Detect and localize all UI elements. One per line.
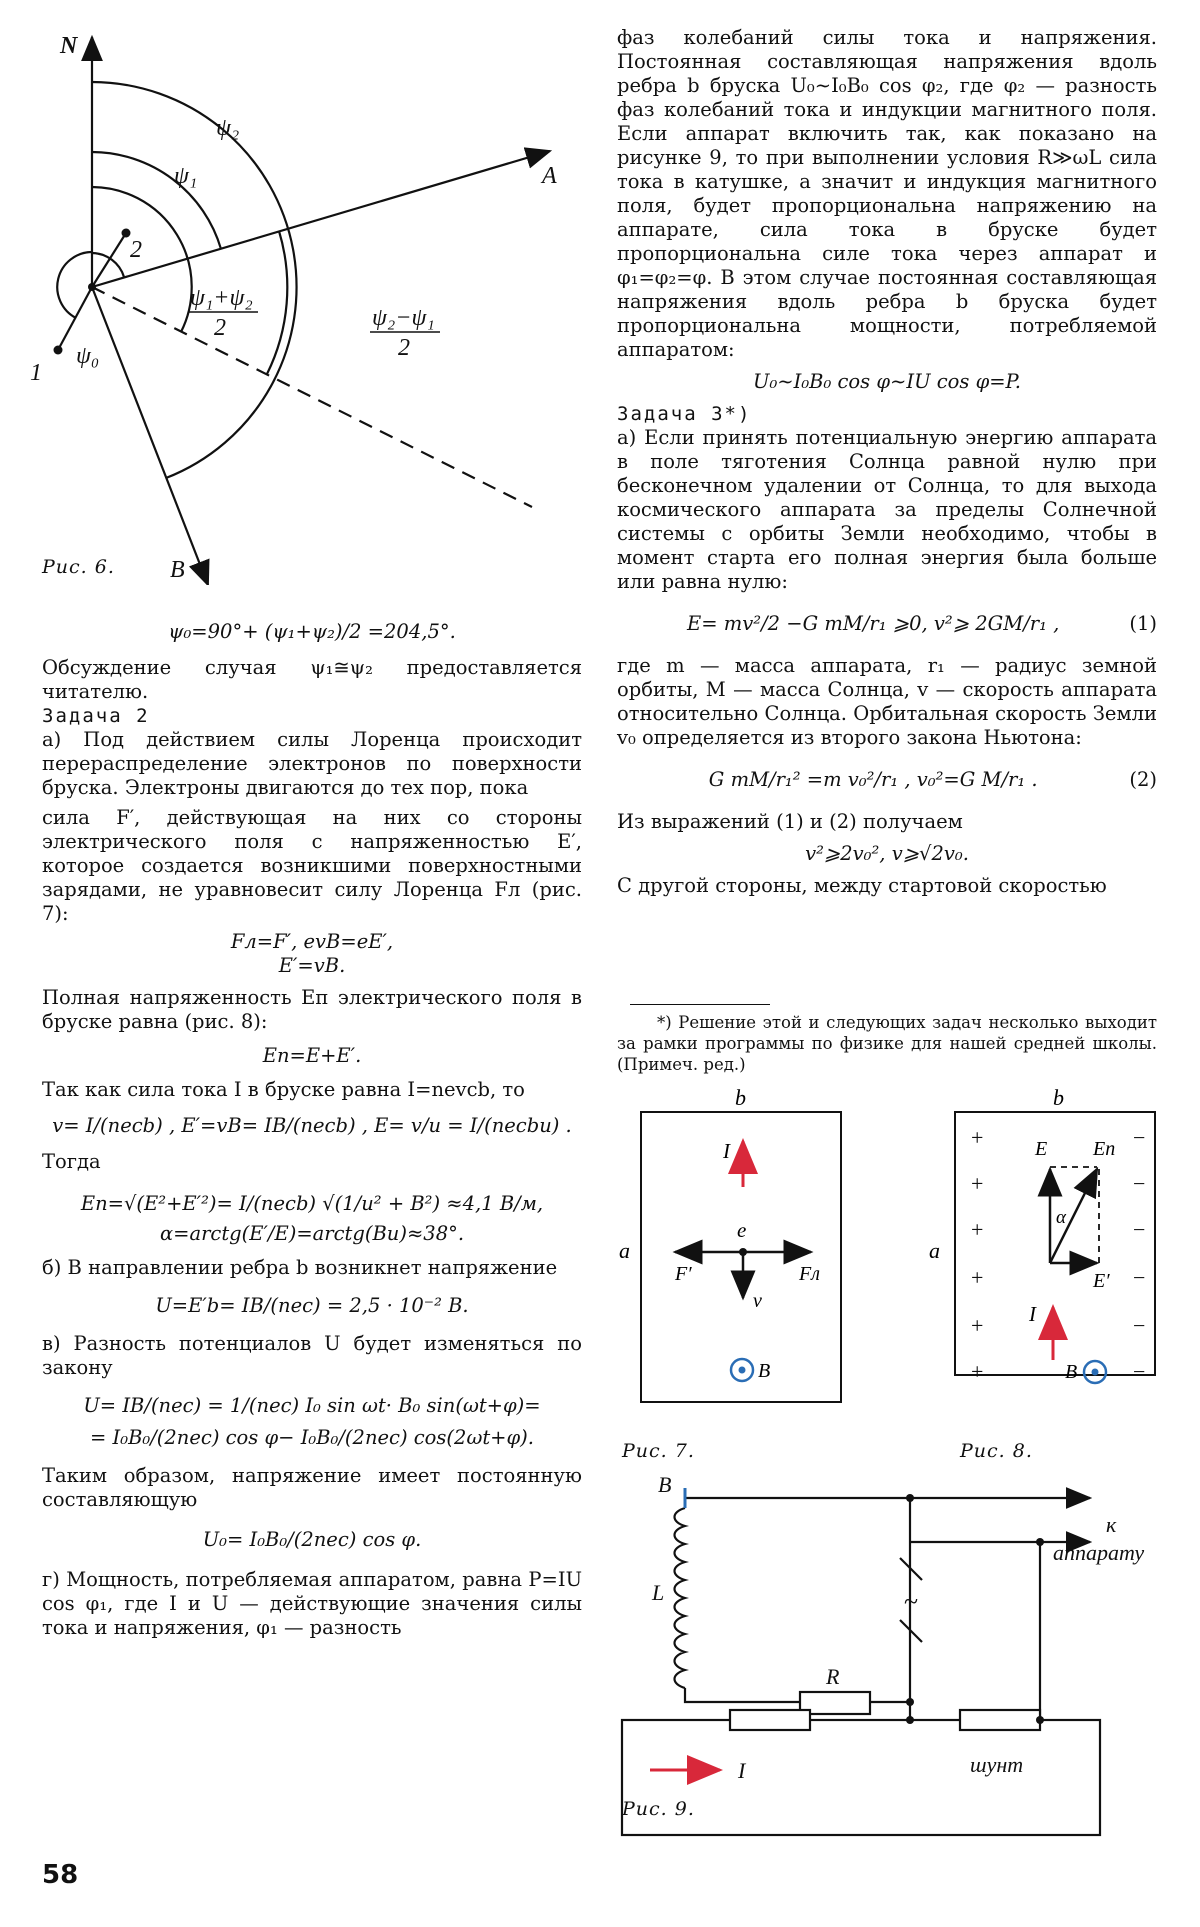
label-psi0: ψ₀ [76, 343, 100, 369]
minus-sign: − [1133, 1359, 1146, 1384]
fig8-label-e: E [1035, 1138, 1048, 1160]
plus-sign: + [971, 1359, 984, 1384]
task3-heading: Задача 3*) [617, 403, 752, 425]
fig7-label-f-l: Fл [799, 1263, 820, 1285]
fig7-label-i: I [723, 1139, 730, 1163]
eq-en: Eп=√(E²+E′²)= I/(necb) √(1/u² + B²) ≈4,1 В/м, [80, 1192, 544, 1215]
right-column [617, 26, 1157, 898]
eq1: E= mv²/2 −G mM/r₁ ⩾0, v²⩾ 2GM/r₁ , [687, 612, 1060, 635]
fig8-label-b: b [1053, 1085, 1064, 1110]
arc-psi2 [92, 82, 297, 478]
plus-sign: + [971, 1313, 984, 1338]
eq2-number: (2) [1129, 768, 1157, 791]
fig7-label-a: a [619, 1238, 630, 1263]
eq-law1: U= IB/(nec) = 1/(nec) I₀ sin ωt· B₀ sin(ωt+φ)= [83, 1394, 541, 1417]
arc-half-diff [267, 231, 287, 374]
label-psi1: ψ₁ [174, 163, 198, 189]
fig8-label-b-field: B [1065, 1361, 1078, 1383]
figure-7-caption: Рис. 7. [622, 1440, 695, 1462]
right-text2: а) Если принять потенциальную энергию аппарата в поле тяготения Солнца равной нулю при бесконечном удалении от Солнца, то для выхода космического аппарата за пределы Солнечной системы с орбиты Земли необходимо, чтобы в момент старта его полная энергия была больше или равна нулю: [617, 426, 1157, 593]
eq-total: Eп=E+E′. [262, 1044, 362, 1067]
bisector-dashed [92, 287, 532, 507]
fig9-label-to: к [1106, 1512, 1117, 1537]
plus-sign: + [971, 1171, 984, 1196]
task2-d-text: г) Мощность, потребляемая аппаратом, равна P=IU cos φ₁, где I и U — действующие значения силы тока и напряжения, φ₁ — разность [42, 1568, 582, 1639]
then-text: Тогда [42, 1150, 101, 1173]
task2-a-text2: сила F′, действующая на них со стороны электрического поля с напряженностью E′, которое создается возникшими поверхностными зарядами, не уравновесит силу Лоренца Fл (рис. 7): [42, 806, 582, 925]
fig7-label-b: b [735, 1085, 746, 1110]
eq-alpha: α=arctg(E′/E)=arctg(Bu)≈38°. [159, 1222, 465, 1245]
psi0-formula: ψ₀=90°+ (ψ₁+ψ₂)/2 =204,5°. [168, 620, 456, 643]
eq-law2: = I₀B₀/(2nec) cos φ− I₀B₀/(2nec) cos(2ωt+φ). [90, 1426, 534, 1449]
fig7-label-v: v [753, 1290, 762, 1312]
task2-c-text: в) Разность потенциалов U будет изменяться по закону [42, 1332, 582, 1379]
fig7-label-f-prime: F′ [675, 1263, 692, 1285]
page-number: 58 [42, 1860, 79, 1890]
arc-psi0 [57, 252, 92, 318]
minus-sign: − [1133, 1265, 1146, 1290]
minus-sign: − [1133, 1171, 1146, 1196]
fig9-label-apparatus: аппарату [1053, 1540, 1145, 1565]
minus-sign: − [1133, 1217, 1146, 1242]
task2-a-text3: Полная напряженность Eп электрического поля в бруске равна (рис. 8): [42, 986, 582, 1033]
discussion-text: Обсуждение случая ψ₁≅ψ₂ предоставляется читателю. [42, 656, 582, 703]
inductor-coil [675, 1508, 686, 1688]
right-text1: фаз колебаний силы тока и напряжения. Постоянная составляющая напряжения вдоль ребра b бруска U₀∼I₀B₀ cos φ₂, где φ₂ — разность фаз колебаний тока и индукции магнитного поля. Если аппарат включить так, как показано на рисунке 9, то при выполнении условия R≫ωL сила тока в катушке, а значит и индукция магнитного поля, будет пропорциональна напряжению на аппарате, сила тока в бруске будет пропорциональна силе тока через аппарат и φ₁=φ₂=φ. В этом случае постоянная составляющая напряжения вдоль ребра b бруска будет пропорциональна мощности, потребляемой аппаратом: [617, 26, 1157, 361]
label-half-diff: ψ₂−ψ₁ [372, 305, 435, 331]
arc-small [92, 253, 124, 277]
eq-force2: E′=vB. [278, 954, 346, 977]
fig9-label-i: I [738, 1758, 746, 1783]
arc-psi1 [92, 152, 221, 249]
task2-a-text1: а) Под действием силы Лоренца происходит перераспределение электронов по поверхности бруска. Электроны двигаются до тех пор, пока [42, 728, 582, 799]
figure-9-caption: Рис. 9. [622, 1798, 695, 1820]
task2-a-text4: Так как сила тока I в бруске равна I=nevcb, то [42, 1078, 525, 1101]
footnote-text: *) Решение этой и следующих задач несколько выходит за рамки программы по физике для нашей средней школы. (Примеч. ред.) [617, 1013, 1157, 1074]
label-2: 2 [130, 237, 142, 263]
label-psi2: ψ₂ [216, 115, 240, 141]
eq2: G mM/r₁² =m v₀²/r₁ , v₀²=G M/r₁ . [708, 768, 1038, 791]
label-half-diff-den: 2 [398, 335, 410, 361]
label-b: B [170, 557, 185, 583]
plus-sign: + [971, 1125, 984, 1150]
eq1-number: (1) [1129, 612, 1157, 635]
right-text4: Из выражений (1) и (2) получаем [617, 810, 963, 833]
footnote [617, 1012, 1157, 1075]
minus-sign: − [1133, 1125, 1146, 1150]
fig8-label-a: a [929, 1238, 940, 1263]
plus-sign: + [971, 1217, 984, 1242]
plus-sign: + [971, 1265, 984, 1290]
fig9-label-r: R [826, 1664, 840, 1689]
figure-8-caption: Рис. 8. [960, 1440, 1033, 1462]
label-half-sum: ψ₁+ψ₂ [190, 285, 253, 311]
minus-sign: − [1133, 1313, 1146, 1338]
eq-v: v= I/(necb) , E′=vB= IB/(necb) , E= v/u = I/(necbu) . [52, 1114, 572, 1137]
footnote-rule [630, 1004, 770, 1005]
eq-force1: Fл=F′, evB=eE′, [230, 930, 394, 953]
figure-6-caption: Рис. 6. [42, 556, 115, 578]
eq2-row [617, 768, 1157, 792]
task2-c-text2: Таким образом, напряжение имеет постоянную составляющую [42, 1464, 582, 1511]
fig9-label-shunt: шунт [970, 1752, 1024, 1777]
label-n: N [60, 33, 78, 59]
eq1-row [617, 612, 1157, 636]
left-column [42, 616, 582, 1640]
fig9-label-ac: ~ [904, 1587, 919, 1616]
ray-b [92, 287, 208, 585]
fig8-label-e-prime: E′ [1093, 1270, 1110, 1292]
bus-resistor [730, 1710, 810, 1730]
eq3: v²⩾2v₀², v⩾√2v₀. [805, 842, 969, 865]
right-text5: С другой стороны, между стартовой скоростью [617, 874, 1107, 897]
eq-u: U=E′b= IB/(nec) = 2,5 · 10⁻² В. [155, 1294, 469, 1317]
fig9-label-l: L [652, 1580, 665, 1605]
fig8-label-i: I [1029, 1302, 1036, 1326]
fig9-label-b: B [658, 1472, 672, 1497]
label-a: A [542, 163, 557, 189]
figure-7-diagram [615, 1085, 855, 1405]
eq-power: U₀∼I₀B₀ cos φ∼IU cos φ=P. [753, 370, 1021, 393]
figure-6-diagram [20, 25, 600, 585]
fig8-label-en: Eп [1093, 1138, 1116, 1160]
shunt-resistor [960, 1710, 1040, 1730]
fig7-label-e: e [737, 1218, 747, 1242]
fig8-label-alpha: α [1056, 1207, 1066, 1228]
figure-8-diagram [925, 1085, 1170, 1405]
label-half-sum-den: 2 [214, 315, 226, 341]
task2-heading: Задача 2 [42, 705, 150, 727]
right-text3: где m — масса аппарата, r₁ — радиус земной орбиты, M — масса Солнца, v — скорость аппарата относительно Солнца. Орбитальная скорость Земли v₀ определяется из второго закона Ньютона: [617, 654, 1157, 749]
task2-b-text: б) В направлении ребра b возникнет напряжение [42, 1256, 558, 1279]
label-1: 1 [30, 360, 42, 386]
eq-u0: U₀= I₀B₀/(2nec) cos φ. [202, 1528, 422, 1551]
figure-9-circuit [610, 1470, 1190, 1840]
fig7-label-b-field: B [758, 1360, 771, 1382]
